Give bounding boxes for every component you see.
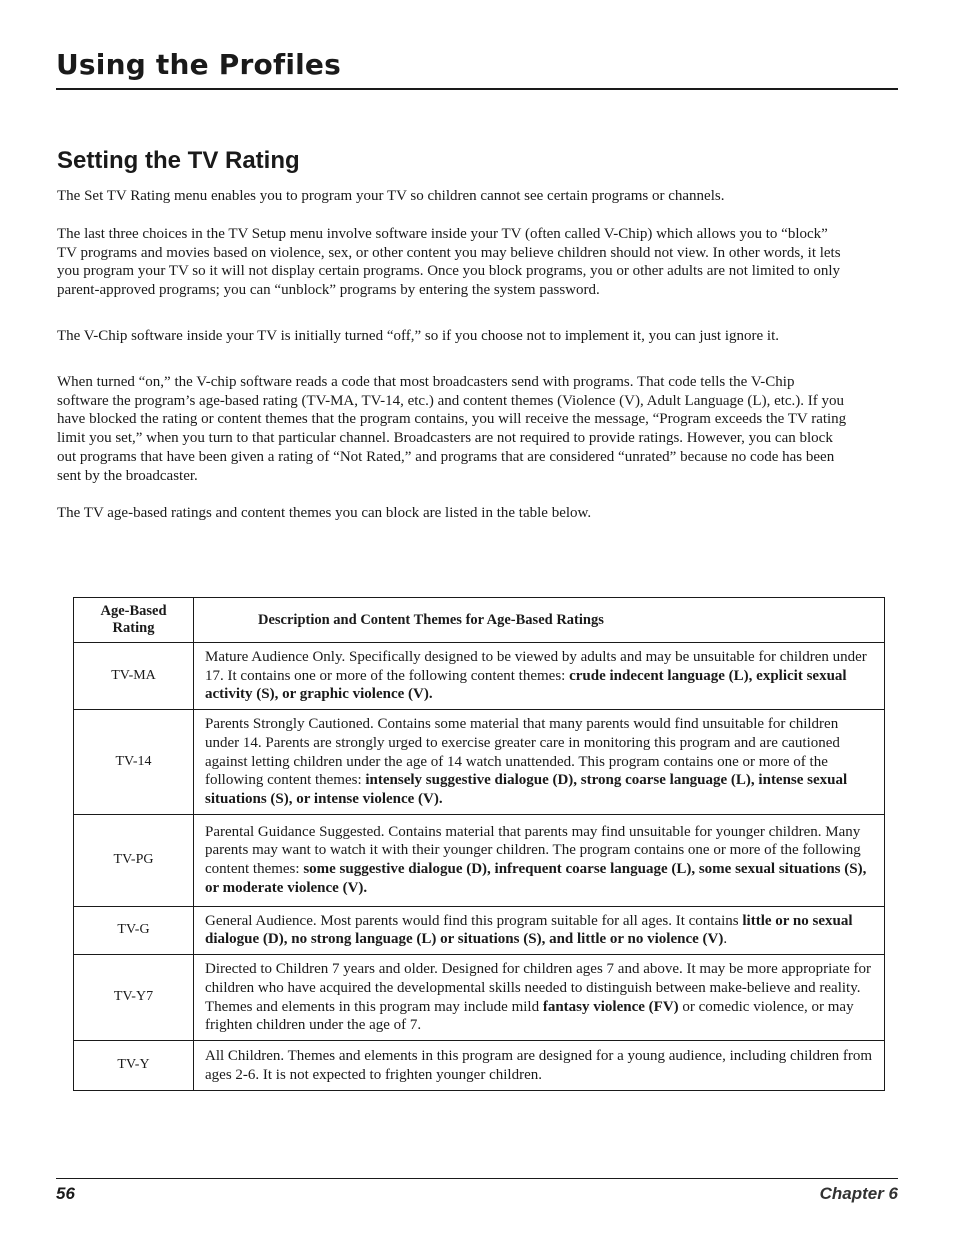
table-header-row [74,598,885,643]
header-description: Description and Content Themes for Age-Based Ratings [194,598,885,643]
rating-cell: TV-PG [74,814,194,906]
rating-cell: TV-G [74,906,194,954]
table-row [74,1041,885,1091]
rating-cell: TV-Y [74,1041,194,1091]
table-row [74,906,885,954]
rating-cell: TV-14 [74,710,194,815]
page-header-title: Using the Profiles [56,48,341,81]
rating-cell: TV-Y7 [74,955,194,1041]
description-text: Mature Audience Only. Specifically designed to be viewed by adults and may be unsuitable for children under 17. It contains one or more of the following content themes: [205,649,867,684]
page-number: 56 [56,1184,75,1203]
tv-ratings-table [73,597,885,1091]
description-text: Directed to Children 7 years and older. Designed for children ages 7 and above. It may be more appropriate for children who have acquired the developmental skills needed to distinguish between make-believe and reality. Themes and elements in this program may include mild [205,961,872,1015]
description-text: Parental Guidance Suggested. Contains material that parents may find unsuitable for younger children. Many parents may want to watch it with their younger children. The program contains one or more of the following content themes: [205,823,861,878]
description-tail: or comedic violence, or may frighten children under the age of 7. [205,998,854,1034]
table-row [74,955,885,1041]
content-themes: fantasy violence (FV) [542,998,679,1015]
rating-cell: TV-MA [74,643,194,710]
description-text: Parents Strongly Cautioned. Contains some material that many parents would find unsuitable for children under 14. Parents are strongly urged to exercise greater care in monitoring this program and are cautioned against letting children under the age of 14 watch unattended. This program contains one or more of the following content themes: [205,716,840,789]
description-cell [194,814,885,906]
table-row [74,643,885,710]
content-themes: crude indecent language (L), explicit sexual activity (S), or graphic violence (V). [205,667,847,703]
content-themes: intensely suggestive dialogue (D), strong coarse language (L), intense sexual situations (S), or intense violence (V). [205,772,848,807]
description-text: All Children. Themes and elements in this program are designed for a young audience, including children from ages 2-6. It is not expected to frighten younger children. [205,1047,873,1083]
content-themes: some suggestive dialogue (D), infrequent coarse language (L), some sexual situations (S), or moderate violence (V). [205,861,867,896]
intro-paragraph: The Set TV Rating menu enables you to program your TV so children cannot see certain programs or channels. [57,188,725,204]
section-title: Setting the TV Rating [57,147,300,174]
chapter-label: Chapter 6 [819,1184,898,1203]
table-row [74,814,885,906]
description-cell [194,1041,885,1091]
description-cell [194,710,885,815]
content-themes: little or no sexual dialogue (D), no strong language (L) or situations (S), and little or no violence (V) [205,912,853,948]
description-tail: . [723,931,728,948]
vchip-overview-paragraph: The last three choices in the TV Setup menu involve software inside your TV (often called V-Chip) which allows you to “block” TV programs and movies based on violence, sex, or other content you may believe children should not view. In other words, it lets you program your TV so it will not display certain programs. Once you block programs, you or other adults are not limited to only parent-approved programs; you can “unblock” programs by entering the system password. [57,226,841,299]
table-row [74,710,885,815]
description-cell [194,955,885,1041]
description-text: General Audience. Most parents would find this program suitable for all ages. It contains [205,912,743,929]
description-cell [194,643,885,710]
footer-divider [56,1178,898,1179]
vchip-off-paragraph: The V-Chip software inside your TV is initially turned “off,” so if you choose not to implement it, you can just ignore it. [57,328,779,344]
description-cell [194,906,885,954]
vchip-on-paragraph: When turned “on,” the V-chip software reads a code that most broadcasters send with programs. That code tells the V-Chip software the program’s age-based rating (TV-MA, TV-14, etc.) and content themes (Violence (V), Adult Language (L), etc.). If you have blocked the rating or content themes that the program contains, you will receive the message, “Program exceeds the TV rating limit you set,” when you turn to that particular channel. Broadcasters are not required to provide ratings. However, you can block out programs that have been given a rating of “Not Rated,” and programs that are considered “unrated” because no code has been sent by the broadcaster. [57,374,847,484]
table-intro-paragraph: The TV age-based ratings and content themes you can block are listed in the table below. [57,505,592,521]
header-divider [56,88,898,90]
header-age-based-rating: Age-Based Rating [74,598,194,643]
